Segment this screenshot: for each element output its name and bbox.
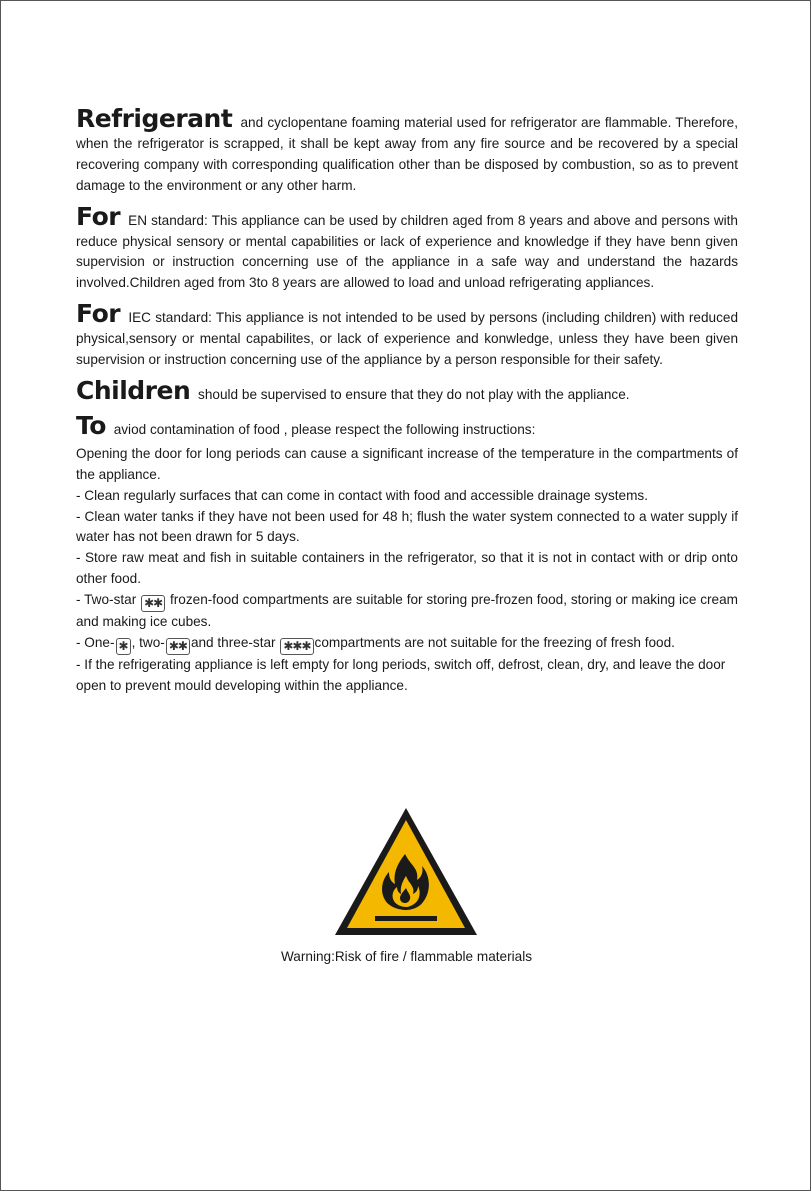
flame-base-bar	[375, 916, 437, 921]
two-star-suffix: frozen-food compartments are suitable for storing pre-frozen food, storing or making ice cream and making ice cubes.	[76, 592, 738, 630]
one-star-mid1: , two-	[131, 635, 165, 651]
to-avoid-paragraph	[76, 410, 738, 441]
lead-word-children: Children	[76, 375, 191, 405]
en-standard-text: EN standard: This appliance can be used by children aged from 8 years and above and persons with reduce physical sensory or mental capabilities or lack of experience and knowledge if they have benn given supervision or instruction concerning use of the appliance in a safe way and understand the hazards involved.Children aged from 3to 8 years are allowed to load and unload refrigerating appliances.	[76, 212, 738, 291]
instruction-list	[76, 444, 738, 697]
one-star-suffix: compartments are not suitable for the freezing of fresh food.	[314, 635, 675, 651]
flame-triangle-icon	[331, 804, 481, 939]
one-star-mid2: and three-star	[190, 635, 276, 651]
instruction-clean-surfaces: - Clean regularly surfaces that can come in contact with food and accessible drainage systems.	[76, 487, 648, 503]
iec-standard-text: IEC standard: This appliance is not intended to be used by persons (including children) with reduced physical,sensory or mental capabilites, or lack of experience and konwledge, unless they have been given supervision or instruction concerning use of the appliance by a person responsible for their safety.	[76, 310, 739, 368]
lead-word-for-iec: For	[76, 299, 121, 329]
one-star-prefix: - One-	[76, 635, 115, 651]
en-standard-paragraph	[76, 201, 738, 295]
three-star-icon: ✱✱✱	[280, 638, 313, 655]
warning-caption: Warning:Risk of fire / flammable materials	[280, 949, 533, 964]
instruction-opening: Opening the door for long periods can cause a significant increase of the temperature in the compartments of the appliance.	[76, 445, 738, 482]
instruction-two-star	[76, 590, 738, 633]
instruction-star-compartments	[76, 633, 738, 655]
instruction-clean-tanks: - Clean water tanks if they have not been used for 48 h; flush the water system connected to a water supply if water has not been drawn for 5 days.	[76, 508, 738, 545]
refrigerant-paragraph	[76, 104, 738, 197]
lead-word-for-en: For	[76, 201, 121, 231]
refrigerant-text: and cyclopentane foaming material used for refrigerator are flammable. Therefore, when the refrigerator is scrapped, it shall be kept away from any fire source and be recovered by a special recovering company with corresponding qualification other than be disposed by combustion, so as to prevent damage to the environment or any other harm.	[76, 115, 738, 193]
safety-text	[76, 104, 739, 697]
flammable-warning-icon	[331, 804, 481, 939]
instruction-store-meat: - Store raw meat and fish in suitable containers in the refrigerator, so that it is not in contact with or drip onto other food.	[76, 550, 738, 587]
iec-standard-paragraph	[76, 299, 739, 371]
one-star-icon: ✱	[116, 638, 131, 655]
lead-word-to: To	[76, 410, 106, 440]
children-paragraph	[76, 375, 738, 406]
children-text: should be supervised to ensure that they do not play with the appliance.	[198, 386, 630, 402]
two-star-icon-b: ✱✱	[166, 638, 190, 655]
two-star-prefix: - Two-star	[76, 592, 137, 608]
to-avoid-text: aviod contamination of food , please respect the following instructions:	[113, 421, 536, 437]
lead-word-refrigerant: Refrigerant	[76, 104, 233, 133]
instruction-empty: - If the refrigerating appliance is left empty for long periods, switch off, defrost, clean, dry, and leave the door open to prevent mould developing within the appliance.	[76, 657, 726, 693]
two-star-icon: ✱✱	[141, 595, 165, 612]
